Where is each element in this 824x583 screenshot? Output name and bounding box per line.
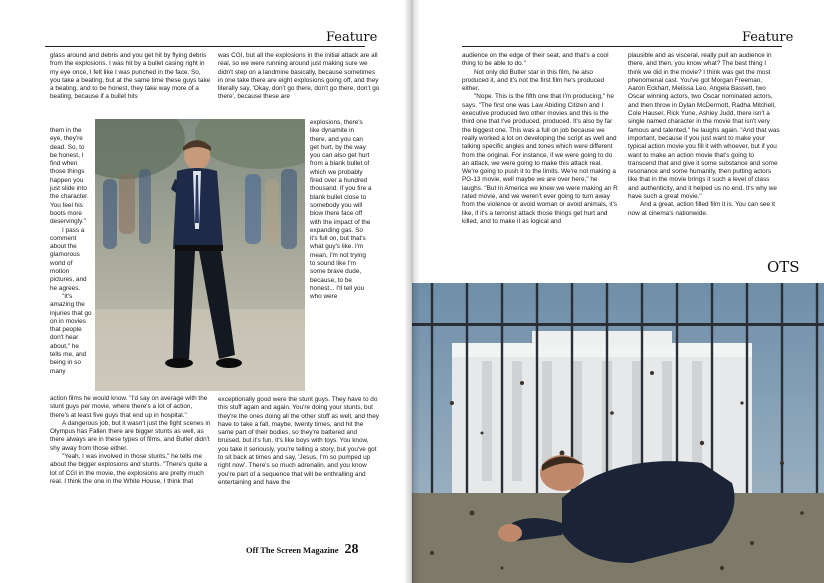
photo-explosion-illustration [412, 283, 824, 583]
paragraph: And a great, action filled film it is. You can see it now at cinema's nationwide. [628, 201, 775, 217]
paragraph: I pass a comment about the glamorous world of motion pictures, and he agrees. [50, 226, 87, 292]
paragraph: A dangerous job, but it wasn't just the fight scenes in Olympus has Fallen there are bigger stunts as well, as there always are in these types of films, and Butler didn't shy away from those either. [50, 419, 211, 452]
paragraph: them in the eye, they're dead. So, to be honest, I find when those things happen you just slide into the character. You feel his boots more deservingly." [50, 127, 89, 226]
paragraph: glass around and debris and you get hit by flying debris from the explosions. I was hit by a bullet casing right in my eye once, I felt like I was punched in the face. So, you take a beating, but at the same time these guys take a beating, and to be honest, they take way more of a beating, because if a bullet hits [50, 52, 211, 101]
paragraph: "It's amazing the injuries that go on in movies that people don't hear about," he tells me, and being in so many [50, 292, 92, 375]
end-mark: OTS [767, 258, 800, 276]
section-label-right: Feature [742, 30, 794, 45]
page-number: 28 [344, 542, 359, 557]
paragraph: "Yeah, I was involved in those stunts," he tells me about the bigger explosions and stunts. "There's quite a lot of CGI in the movie, the explosions are pretty much real. I think the one in the White House, I think that [50, 453, 208, 485]
col1-top [50, 52, 212, 102]
col1-wrap [50, 127, 92, 376]
col2-bottom [218, 396, 380, 487]
paragraph: action films he would know. "I'd say on average with the stunt guys per movie, where there's a lot of action, there's at least five guys that end up in hospital." [50, 395, 208, 419]
col3 [462, 52, 618, 226]
paragraph: was CGI, but all the explosions in the initial attack are all real, so we were running around just making sure we didn't step on a landmine basically, because sometimes in one take there are eight explosions going off, and they literally say, 'Okay, don't go there, don't go there, don't go there', because these are [218, 52, 380, 101]
paragraph: explosions, there's like dynamite in there, and you can get hurt, by the way you can also get hurt from a blank bullet of which we probably fired over a hundred thousand. If you fire a blank bullet close to somebody you will blow there face off with the impact of the expanding gas. So it's full on, but that's what guy's like. I'm mean, I'm not trying to sound like I'm some brave dude, because, to be honest... I'll tell you who were [310, 119, 372, 301]
magazine-name: Off The Screen Magazine [246, 545, 339, 555]
col4 [628, 52, 780, 218]
photo-agent-illustration [95, 119, 305, 391]
section-label-left: Feature [326, 30, 378, 45]
folio [246, 540, 358, 558]
photo-agent-with-gun [95, 119, 305, 391]
paragraph: exceptionally good were the stunt guys. They have to do this stuff again and again. You're doing your stunts, but they're the ones doing all the other stuff as well, and they have to take a fall, maybe, twenty times, and hit the same part of their bodies, so they're battered and bruised, but it's fun. It's like boys with toys. You know, you take it seriously, you're telling a story, but you've got to sit back at times and say, 'Jesus, I'm so pumped up right now'. There's so much adrenalin, and you know you're part of a sequence that will be enthralling and entertaining and have the [218, 396, 379, 486]
paragraph: audience on the edge of their seat, and that's a cool thing to be able to do." [462, 52, 609, 68]
spine-gutter [404, 0, 420, 583]
col2-wrap [310, 119, 372, 302]
col2-top [218, 52, 380, 102]
paragraph: plausible and as visceral, really pull an audience in there, and then, you know what? The best thing I think we did in the movie? I think was get the most phenomenal cast. You've got Morgan Freeman, Aaron Eckhart, Melissa Leo, Angela Bassett, two Oscar winning actors, two Oscar nominated actors, and then throw in Dylan McDermott, Radha Mitchell, Cole Hauser, Rick Yune, Ashley Judd, there isn't a single named character in the movie that isn't very famous and talented," he laughs again. "And that was important, because if you just want to make your typical action movie you fill it with whoever, but if you want to make an action movie that's going to transcend that and give it some substance and some resonance and some humanity, then putting actors like that in the movie brings it such a level of class and authenticity, and it helped us no end. It's why we have such a great movie." [628, 52, 780, 201]
col1-bottom [50, 395, 212, 486]
header-rule-left [45, 46, 365, 47]
right-page [412, 0, 824, 583]
paragraph: Not only did Butler star in this film, he also produced it, and it's not the first film he's produced either. [462, 68, 605, 93]
paragraph: "Nope. This is the fifth one that I'm producing," he says. "The first one was Law Abiding Citizen and I executive produced two other movies and this is the third one that I've produced, produced. It's also by far the biggest one. This was a full on job because we really worked a lot on developing the script as well and talking specific angles and tones which were different from the original. For instance, if we were going to do an attack, we were going to make this attack real. We're going to push it to the limits. We're not making a PG-13 movie, well maybe we are over here," he laughs. "But in America we knew we were making an R rated movie, and we weren't ever going to turn away from the violence or avoid woman or avoid animals, it's like, if it's a terrorist attack those things get hurt and killed, and to make it as logical and [462, 93, 618, 225]
photo-white-house-explosion [412, 283, 824, 583]
left-page [0, 0, 410, 583]
header-rule-right [462, 46, 782, 47]
